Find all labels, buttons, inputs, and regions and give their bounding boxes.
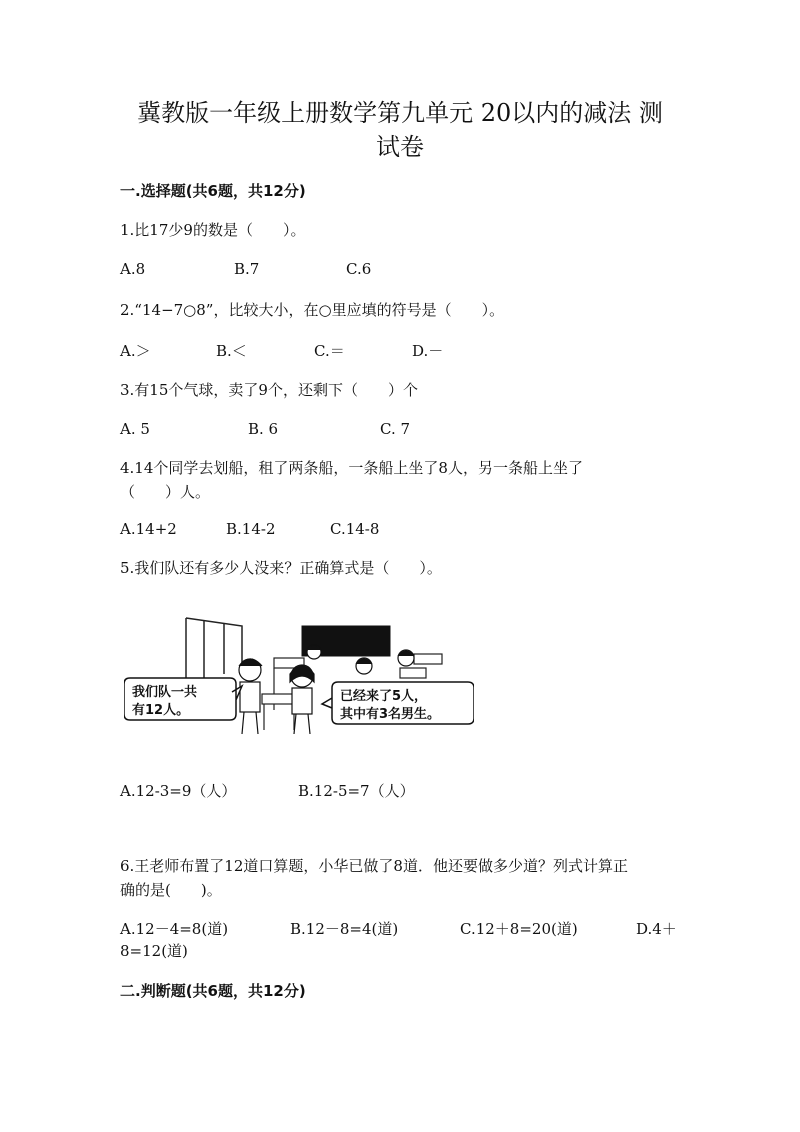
question-6 [120,854,628,902]
q2-option-a[interactable]: A.＞ [120,342,151,360]
bubble-right-line-2: 其中有3名男生。 [340,707,441,722]
q6-option-d[interactable]: D.4＋ [636,920,677,938]
classroom-window [186,618,242,682]
q3-option-a[interactable]: A. 5 [120,420,150,438]
classroom-illustration [124,610,474,740]
q6-option-d-continued: 8=12(道) [120,942,188,960]
question-4 [120,456,583,504]
question-2: 2.“14−7○8”，比较大小，在○里应填的符号是（ ）。 [120,301,505,319]
title-line-2: 试卷 [376,133,424,161]
bubble-left-line-2: 有12人。 [132,703,190,718]
q4-option-a[interactable]: A.14+2 [120,520,177,538]
q6-option-b[interactable]: B.12－8=4(道) [290,920,399,938]
q1-option-b[interactable]: B.7 [234,260,260,278]
question-1: 1.比17少9的数是（ ）。 [120,221,306,239]
question-4-line-1: 4.14个同学去划船，租了两条船，一条船上坐了8人，另一条船上坐了 [120,459,583,477]
question-6-line-1: 6.王老师布置了12道口算题，小华已做了8道．他还要做多少道？列式计算正 [120,857,628,875]
q2-option-b[interactable]: B.＜ [216,342,247,360]
q2-option-c[interactable]: C.＝ [314,342,345,360]
question-5: 5.我们队还有多少人没来？正确算式是（ ）。 [120,559,442,577]
page-title [100,96,700,164]
bubble-right-line-1: 已经来了5人， [340,689,428,704]
section-heading-choice: 一.选择题(共6题，共12分) [120,182,306,200]
title-line-1: 冀教版一年级上册数学第九单元 20以内的减法 测 [137,99,663,127]
q6-option-a[interactable]: A.12－4=8(道) [120,920,229,938]
q4-option-b[interactable]: B.14-2 [226,520,276,538]
child-boy-left [239,659,262,734]
q2-option-d[interactable]: D.－ [412,342,444,360]
bubble-left-line-1: 我们队一共 [132,685,198,700]
q5-option-b[interactable]: B.12-5=7（人） [298,782,415,800]
question-4-line-2: （ ）人。 [120,483,211,501]
question-6-line-2: 确的是( )。 [120,881,222,899]
q1-option-a[interactable]: A.8 [120,260,146,278]
section-heading-judgement: 二.判断题(共6题，共12分) [120,982,306,1000]
q3-option-b[interactable]: B. 6 [248,420,279,438]
q3-option-c[interactable]: C. 7 [380,420,411,438]
q4-option-c[interactable]: C.14-8 [330,520,380,538]
q1-option-c[interactable]: C.6 [346,260,372,278]
q6-option-c[interactable]: C.12＋8=20(道) [460,920,578,938]
question-3: 3.有15个气球，卖了9个，还剩下（ ）个 [120,381,418,399]
q5-option-a[interactable]: A.12-3=9（人） [120,782,237,800]
